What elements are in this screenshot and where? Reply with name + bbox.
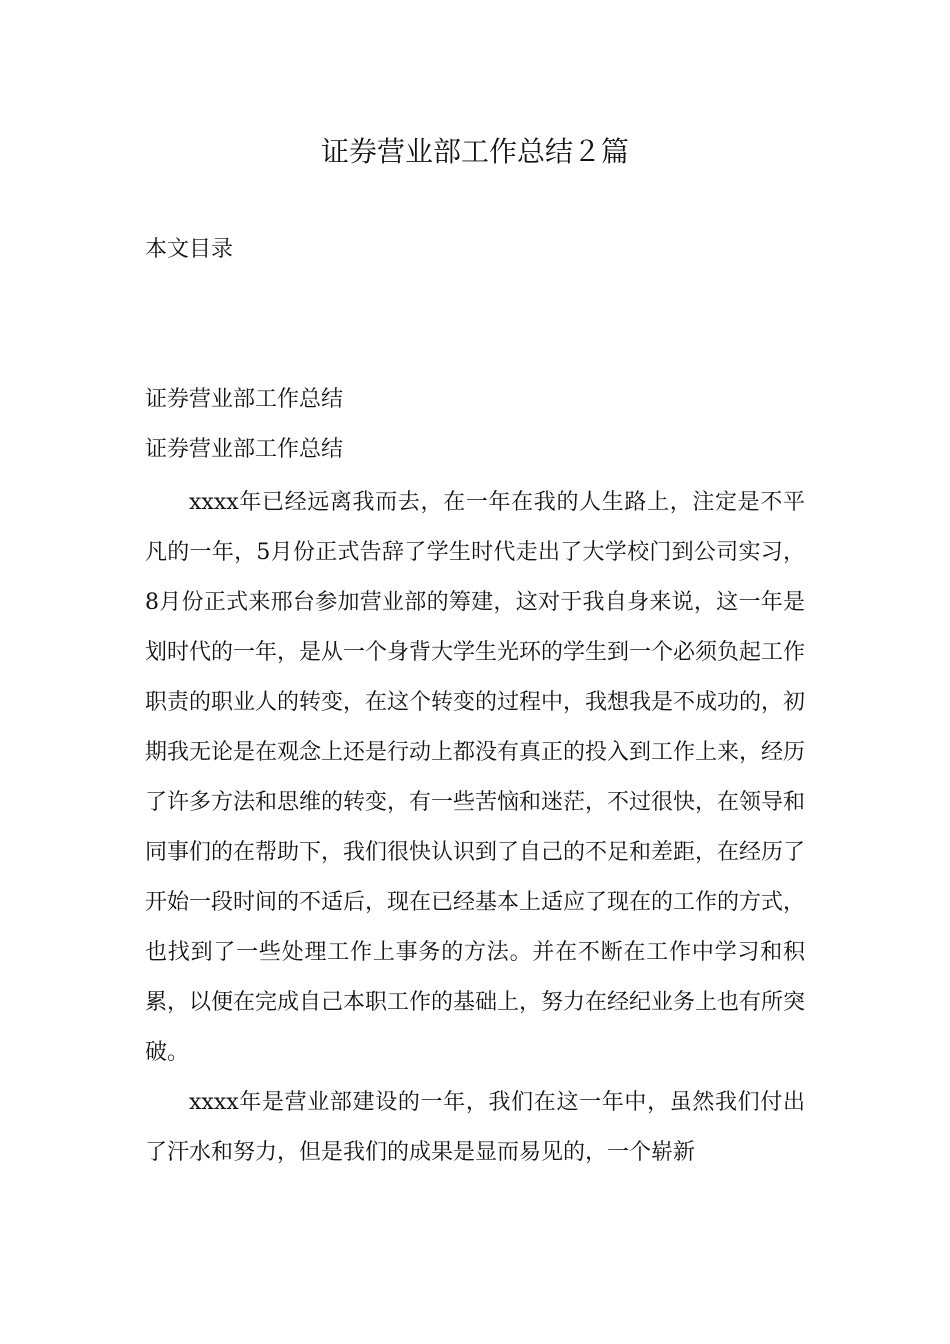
- body-paragraph: xxxx年已经远离我而去，在一年在我的人生路上，注定是不平凡的一年，5月份正式告辞了学生时代走出了大学校门到公司实习，8月份正式来邢台参加营业部的筹建，这对于我自身来说，这一年是划时代的一年，是从一个身背大学生光环的学生到一个必须负起工作职责的职业人的转变，在这个转变的过程中，我想我是不成功的，初期我无论是在观念上还是行动上都没有真正的投入到工作上来，经历了许多方法和思维的转变，有一些苦恼和迷茫，不过很快，在领导和同事们的在帮助下，我们很快认识到了自己的不足和差距，在经历了开始一段时间的不适后，现在已经基本上适应了现在的工作的方式，也找到了一些处理工作上事务的方法。并在不断在工作中学习和积累，以便在完成自己本职工作的基础上，努力在经纪业务上也有所突破。: [145, 490, 806, 1065]
- document-body: [145, 478, 805, 1178]
- toc-heading: 本文目录: [145, 237, 234, 262]
- toc-item[interactable]: 证券营业部工作总结: [145, 437, 344, 462]
- body-paragraph: xxxx年是营业部建设的一年，我们在这一年中，虽然我们付出了汗水和努力，但是我们的成果是显而易见的，一个崭新: [145, 1090, 805, 1165]
- document-title: 证券营业部工作总结２篇: [320, 135, 629, 168]
- toc-item[interactable]: 证券营业部工作总结: [145, 387, 344, 412]
